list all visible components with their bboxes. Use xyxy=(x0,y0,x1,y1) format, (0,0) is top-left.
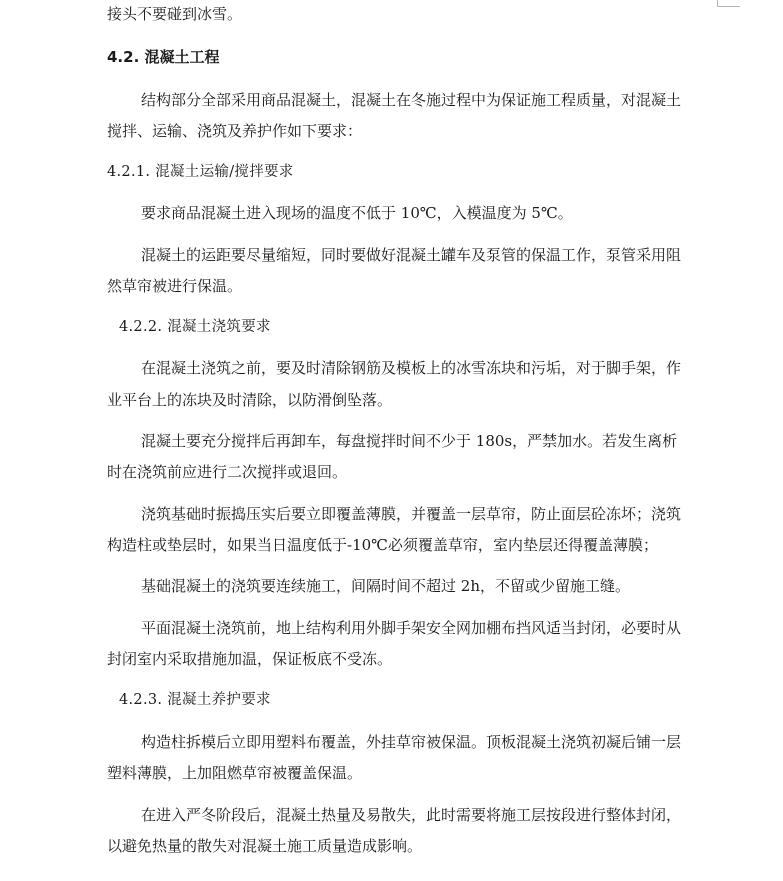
section-4-2-2-p2-line1: 混凝土要充分搅拌后再卸车，每盘搅拌时间不少于 180s，严禁加水。若发生离析 xyxy=(141,432,678,450)
section-4-2-2-p3-line1: 浇筑基础时振捣压实后要立即覆盖薄膜，并覆盖一层草帘，防止面层砼冻坏；浇筑 xyxy=(141,505,682,523)
section-4-2-2-p1-line2: 业平台上的冻块及时清除，以防滑倒坠落。 xyxy=(107,391,393,409)
section-4-2-3-p2-line2: 以避免热量的散失对混凝土施工质量造成影响。 xyxy=(107,837,423,855)
section-4-2-heading: 4.2. 混凝土工程 xyxy=(107,48,220,66)
section-4-2-2-p5-line1: 平面混凝土浇筑前，地上结构利用外脚手架安全网加棚布挡风适当封闭，必要时从 xyxy=(141,619,682,637)
section-4-2-3-p1-line2: 塑料薄膜，上加阻燃草帘被覆盖保温。 xyxy=(107,764,363,782)
section-4-2-2-p1-line1: 在混凝土浇筑之前，要及时清除钢筋及模板上的冰雪冻块和污垢，对于脚手架，作 xyxy=(141,359,682,377)
section-4-2-2-p3-line2: 构造柱或垫层时，如果当日温度低于-10℃必须覆盖草帘，室内垫层还得覆盖薄膜； xyxy=(107,536,658,554)
section-4-2-1-p2-line2: 然草帘被进行保温。 xyxy=(107,277,243,295)
section-4-2-3-p1-line1: 构造柱拆模后立即用塑料布覆盖，外挂草帘被保温。顶板混凝土浇筑初凝后铺一层 xyxy=(141,733,682,751)
section-4-2-2-p4-line1: 基础混凝土的浇筑要连续施工，间隔时间不超过 2h，不留或少留施工缝。 xyxy=(141,577,630,595)
section-4-2-2-p2-line2: 时在浇筑前应进行二次搅拌或退回。 xyxy=(107,463,348,481)
section-4-2-1-p2-line1: 混凝土的运距要尽量缩短，同时要做好混凝土罐车及泵管的保温工作，泵管采用阻 xyxy=(141,246,682,264)
section-4-2-intro-line1: 结构部分全部采用商品混凝土，混凝土在冬施过程中为保证施工程质量，对混凝土 xyxy=(141,91,682,109)
section-4-2-intro-line2: 搅拌、运输、浇筑及养护作如下要求： xyxy=(107,122,363,140)
section-4-2-1-heading: 4.2.1. 混凝土运输/搅拌要求 xyxy=(107,164,294,180)
section-4-2-2-p5-line2: 封闭室内采取措施加温，保证板底不受冻。 xyxy=(107,650,393,668)
continuation-text: 接头不要碰到冰雪。 xyxy=(107,5,243,23)
section-4-2-3-p2-line1: 在进入严冬阶段后，混凝土热量及易散失，此时需要将施工层按段进行整体封闭， xyxy=(141,806,682,824)
page-corner-mark xyxy=(718,6,740,7)
section-4-2-2-heading: 4.2.2. 混凝土浇筑要求 xyxy=(119,319,271,335)
section-4-2-1-p1-line1: 要求商品混凝土进入现场的温度不低于 10℃，入模温度为 5℃。 xyxy=(141,204,573,222)
page-corner-mark-vertical xyxy=(717,0,718,7)
section-4-2-3-heading: 4.2.3. 混凝土养护要求 xyxy=(119,692,271,708)
